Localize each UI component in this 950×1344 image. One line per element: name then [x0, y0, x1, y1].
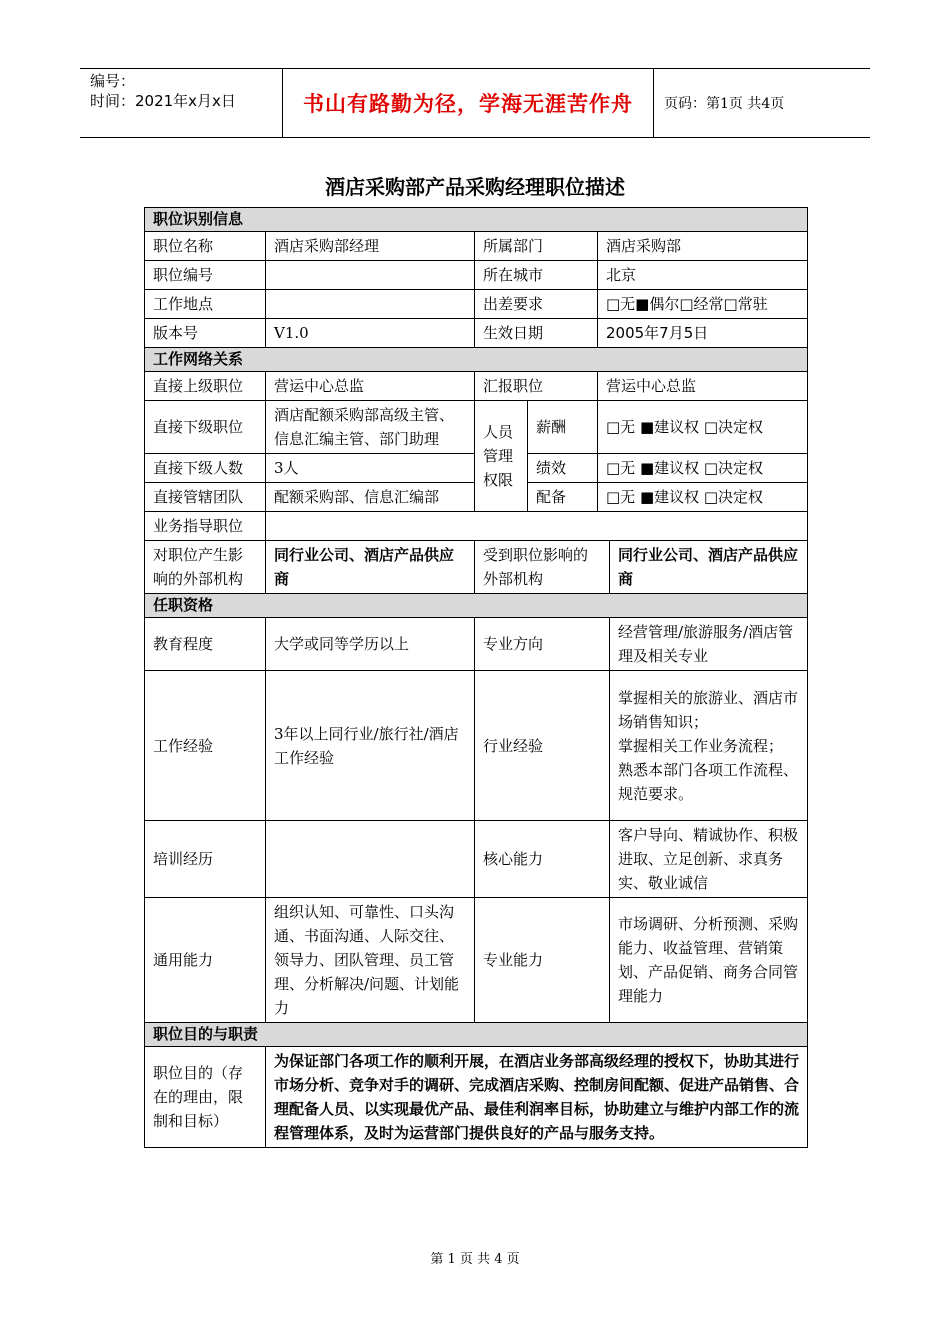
- section-network: 工作网络关系: [145, 348, 808, 372]
- position-code-value: [266, 261, 475, 290]
- affects-label: 对职位产生影响的外部机构: [145, 541, 266, 594]
- travel-label: 出差要求: [475, 290, 598, 319]
- header-meta: [90, 71, 236, 111]
- subordinate-count-value: 3人: [266, 454, 475, 483]
- document-title: 酒店采购部产品采购经理职位描述: [325, 175, 625, 199]
- department-value: 酒店采购部: [598, 232, 808, 261]
- education-value: 大学或同等学历以上: [266, 618, 475, 671]
- training-label: 培训经历: [145, 821, 266, 898]
- section-qualification: 任职资格: [145, 594, 808, 618]
- industry-label: 行业经验: [475, 671, 610, 821]
- guidance-label: 业务指导职位: [145, 512, 266, 541]
- subordinate-count-label: 直接下级人数: [145, 454, 266, 483]
- section-identity: 职位识别信息: [145, 208, 808, 232]
- position-name-value: 酒店采购部经理: [266, 232, 475, 261]
- industry-line: 熟悉本部门各项工作流程、规范要求。: [618, 760, 799, 803]
- general-label: 通用能力: [145, 898, 266, 1023]
- time-label: 时间：2021年x月x日: [90, 92, 236, 110]
- experience-value: 3年以上同行业/旅行社/酒店工作经验: [266, 671, 475, 821]
- professional-value: 市场调研、分析预测、采购能力、收益管理、营销策划、产品促销、商务合同管理能力: [610, 898, 808, 1023]
- affects-value: 同行业公司、酒店产品供应商: [266, 541, 475, 594]
- city-value: 北京: [598, 261, 808, 290]
- major-label: 专业方向: [475, 618, 610, 671]
- superior-label: 直接上级职位: [145, 372, 266, 401]
- travel-value: □无■偶尔□经常□常驻: [598, 290, 808, 319]
- purpose-text: 为保证部门各项工作的顺利开展，在酒店业务部高级经理的授权下，协助其进行市场分析、竞争对手的调研、完成酒店采购、控制房间配额、促进产品销售、合理配备人员、以实现最优产品、最佳利润率目标，协助建立与维护内部工作的流程管理体系，及时为运营部门提供良好的产品与服务支持。: [266, 1047, 808, 1148]
- performance-authority: □无 ■建议权 □决定权: [598, 454, 808, 483]
- version-value: V1.0: [266, 319, 475, 348]
- salary-authority: □无 ■建议权 □决定权: [598, 401, 808, 454]
- team-label: 直接管辖团队: [145, 483, 266, 512]
- number-label: 编号：: [90, 72, 136, 90]
- training-value: [266, 821, 475, 898]
- staffing-authority: □无 ■建议权 □决定权: [598, 483, 808, 512]
- general-value: 组织认知、可靠性、口头沟通、书面沟通、人际交往、领导力、团队管理、员工管理、分析解决/问题、计划能力: [266, 898, 475, 1023]
- affected-label: 受到职位影响的外部机构: [475, 541, 610, 594]
- position-description-table: [144, 207, 808, 1148]
- position-code-label: 职位编号: [145, 261, 266, 290]
- page-footer: 第 1 页 共 4 页: [430, 1252, 520, 1267]
- experience-label: 工作经验: [145, 671, 266, 821]
- purpose-label: 职位目的（存在的理由，限制和目标）: [145, 1047, 266, 1148]
- department-label: 所属部门: [475, 232, 598, 261]
- report-label: 汇报职位: [475, 372, 598, 401]
- location-label: 工作地点: [145, 290, 266, 319]
- location-value: [266, 290, 475, 319]
- page-header: [80, 68, 870, 138]
- professional-label: 专业能力: [475, 898, 610, 1023]
- team-value: 配额采购部、信息汇编部: [266, 483, 475, 512]
- superior-value: 营运中心总监: [266, 372, 475, 401]
- position-name-label: 职位名称: [145, 232, 266, 261]
- section-purpose: 职位目的与职责: [145, 1023, 808, 1047]
- affected-value: 同行业公司、酒店产品供应商: [610, 541, 808, 594]
- core-label: 核心能力: [475, 821, 610, 898]
- industry-value: [610, 671, 808, 821]
- city-label: 所在城市: [475, 261, 598, 290]
- subordinate-value: 酒店配额采购部高级主管、信息汇编主管、部门助理: [266, 401, 475, 454]
- effective-date-value: 2005年7月5日: [598, 319, 808, 348]
- salary-label: 薪酬: [528, 401, 598, 454]
- industry-line: 掌握相关工作业务流程；: [618, 736, 784, 755]
- report-value: 营运中心总监: [598, 372, 808, 401]
- staff-authority-label: 人员管理权限: [475, 401, 528, 512]
- effective-date-label: 生效日期: [475, 319, 598, 348]
- header-page-info: 页码：第1页 共4页: [664, 96, 785, 112]
- header-motto: 书山有路勤为径，学海无涯苦作舟: [282, 69, 654, 137]
- education-label: 教育程度: [145, 618, 266, 671]
- performance-label: 绩效: [528, 454, 598, 483]
- version-label: 版本号: [145, 319, 266, 348]
- subordinate-label: 直接下级职位: [145, 401, 266, 454]
- guidance-value: [266, 512, 808, 541]
- core-value: 客户导向、精诚协作、积极进取、立足创新、求真务实、敬业诚信: [610, 821, 808, 898]
- industry-line: 掌握相关的旅游业、酒店市场销售知识；: [618, 688, 799, 731]
- staffing-label: 配备: [528, 483, 598, 512]
- major-value: 经营管理/旅游服务/酒店管理及相关专业: [610, 618, 808, 671]
